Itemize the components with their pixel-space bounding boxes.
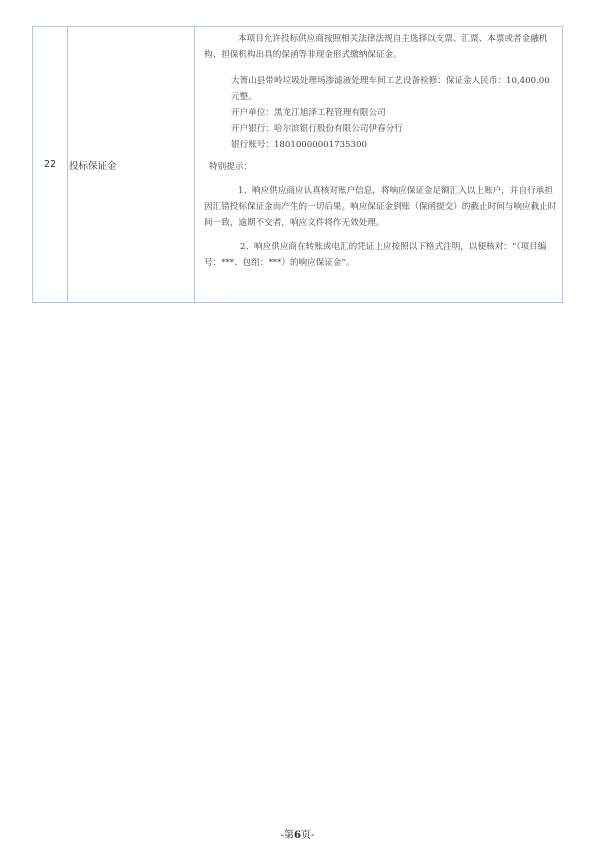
bank-name: 开户银行：哈尔滨银行股份有限公司伊春分行 [231, 124, 403, 134]
page-footer [0, 826, 595, 841]
column-divider [194, 27, 195, 302]
footer-prefix: -第 [280, 830, 295, 841]
footer-suffix: 页- [300, 830, 315, 841]
row-item-text: 投标保证金 [69, 160, 117, 172]
row-number-text: 22 [43, 159, 57, 170]
row-number [33, 27, 67, 302]
notice-item-2: 2、响应供应商在转账或电汇的凭证上应按照以下格式注明，以便核对：“（项目编号：***、包组：***）的响应保证金”。 [204, 242, 547, 268]
account-unit: 开户单位：黑龙江旭泽工程管理有限公司 [231, 108, 386, 118]
deposit-amount-line: 大箐山县带岭垃圾处理场渗滤液处理车间工艺设备检修：保证金人民币：10,400.00 [231, 76, 550, 86]
deposit-amount-continuation: 元整。 [231, 92, 257, 102]
row-item [68, 27, 194, 302]
account-number: 银行账号：18010000001735300 [231, 140, 367, 150]
page-number: 6 [294, 830, 301, 841]
notice-title: 特别提示： [209, 162, 252, 172]
notice-item-1: 1、响应供应商应认真核对账户信息，将响应保证金足额汇入以上账户，并自行承担因汇错投标保证金而产生的一切后果。响应保证金到账（保函提交）的截止时间与响应截止时间一致，逾期不交者，响应文件将作无效处理。 [204, 186, 557, 228]
bid-deposit-table [32, 26, 563, 303]
row-content [204, 31, 558, 271]
intro-paragraph: 本项目允许投标供应商按照相关法律法规自主选择以支票、汇票、本票或者金融机构、担保机构出具的保函等非现金形式缴纳保证金。 [204, 34, 548, 60]
